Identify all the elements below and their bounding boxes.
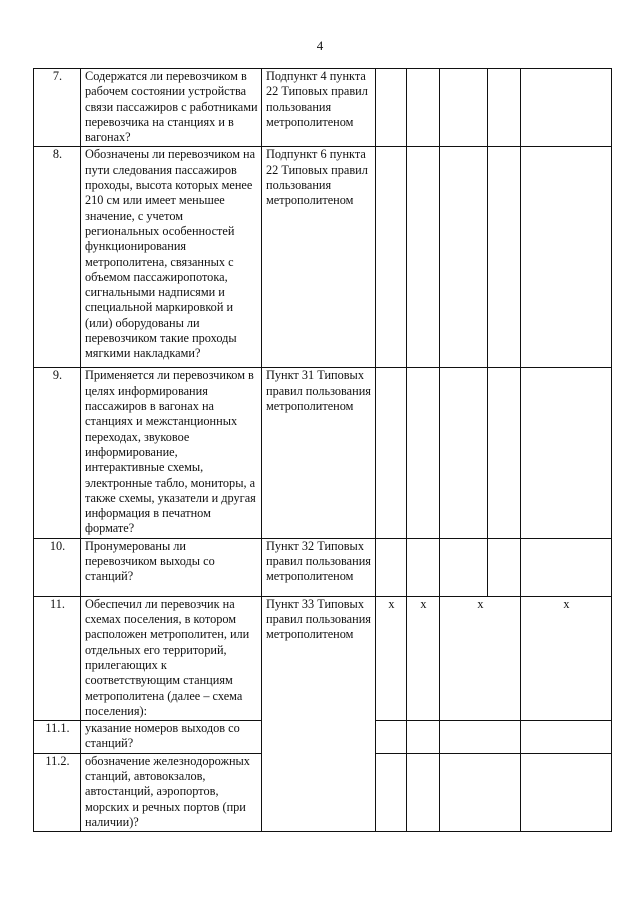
row-number: 11.1.: [34, 721, 81, 754]
answer-yes-cell: [376, 721, 407, 754]
row-number: 11.2.: [34, 753, 81, 831]
table-row: [34, 596, 612, 720]
answer-yes-cell: [376, 368, 407, 538]
answer-empty-cell: [488, 69, 521, 147]
table-row: [34, 147, 612, 368]
comment-cell: [521, 538, 612, 596]
answer-na-cell: [440, 69, 488, 147]
question-text: Содержатся ли перевозчиком в рабочем состоянии устройства связи пассажиров с работниками перевозчика на станциях и в вагонах?: [81, 69, 262, 147]
answer-yes-cell: [376, 753, 407, 831]
comment-cell: [521, 753, 612, 831]
answer-mark: x: [376, 596, 407, 720]
comment-cell: [521, 721, 612, 754]
legal-reference: Подпункт 4 пункта 22 Типовых правил пользования метрополитеном: [262, 69, 376, 147]
answer-na-cell: [440, 147, 488, 368]
question-text: Применяется ли перевозчиком в целях информирования пассажиров в вагонах на станциях и межстанционных переходах, звуковое информирование, интерактивные схемы, электронные табло, мониторы, а также схемы, указатели и другая информация в печатном формате?: [81, 368, 262, 538]
answer-na-cell: [440, 721, 521, 754]
row-number: 11.: [34, 596, 81, 720]
answer-no-cell: [407, 721, 440, 754]
legal-reference: Пункт 31 Типовых правил пользования метрополитеном: [262, 368, 376, 538]
row-number: 7.: [34, 69, 81, 147]
answer-mark: x: [440, 596, 521, 720]
question-text: указание номеров выходов со станций?: [81, 721, 262, 754]
answer-yes-cell: [376, 147, 407, 368]
question-text: обозначение железнодорожных станций, автовокзалов, автостанций, аэропортов, морских и речных портов (при наличии)?: [81, 753, 262, 831]
table-row: [34, 368, 612, 538]
comment-cell: [521, 368, 612, 538]
answer-mark: x: [521, 596, 612, 720]
checklist-table: [33, 68, 612, 832]
legal-reference: Пункт 32 Типовых правил пользования метрополитеном: [262, 538, 376, 596]
legal-reference: Пункт 33 Типовых правил пользования метрополитеном: [262, 596, 376, 831]
answer-empty-cell: [488, 147, 521, 368]
comment-cell: [521, 147, 612, 368]
answer-no-cell: [407, 147, 440, 368]
row-number: 10.: [34, 538, 81, 596]
row-number: 9.: [34, 368, 81, 538]
question-text: Обеспечил ли перевозчик на схемах поселения, в котором расположен метрополитен, или отдельных его территорий, прилегающих к соответствующим станциям метрополитена (далее – схема поселения):: [81, 596, 262, 720]
legal-reference: Подпункт 6 пункта 22 Типовых правил пользования метрополитеном: [262, 147, 376, 368]
answer-na-cell: [440, 753, 521, 831]
answer-mark: x: [407, 596, 440, 720]
answer-na-cell: [440, 538, 488, 596]
answer-yes-cell: [376, 538, 407, 596]
answer-no-cell: [407, 538, 440, 596]
answer-no-cell: [407, 753, 440, 831]
question-text: Обозначены ли перевозчиком на пути следования пассажиров проходы, высота которых менее 210 см или имеет меньшее значение, с учетом региональных особенностей функционирования метрополитена, связанных с объемом пассажиропотока, сигнальными надписями и специальной маркировкой и (или) оборудованы ли перевозчиком такие проходы мягкими накладками?: [81, 147, 262, 368]
row-number: 8.: [34, 147, 81, 368]
answer-yes-cell: [376, 69, 407, 147]
table-row: [34, 538, 612, 596]
table-row: [34, 69, 612, 147]
comment-cell: [521, 69, 612, 147]
question-text: Пронумерованы ли перевозчиком выходы со станций?: [81, 538, 262, 596]
answer-empty-cell: [488, 368, 521, 538]
answer-na-cell: [440, 368, 488, 538]
page-number: 4: [316, 38, 324, 53]
answer-empty-cell: [488, 538, 521, 596]
answer-no-cell: [407, 368, 440, 538]
answer-no-cell: [407, 69, 440, 147]
